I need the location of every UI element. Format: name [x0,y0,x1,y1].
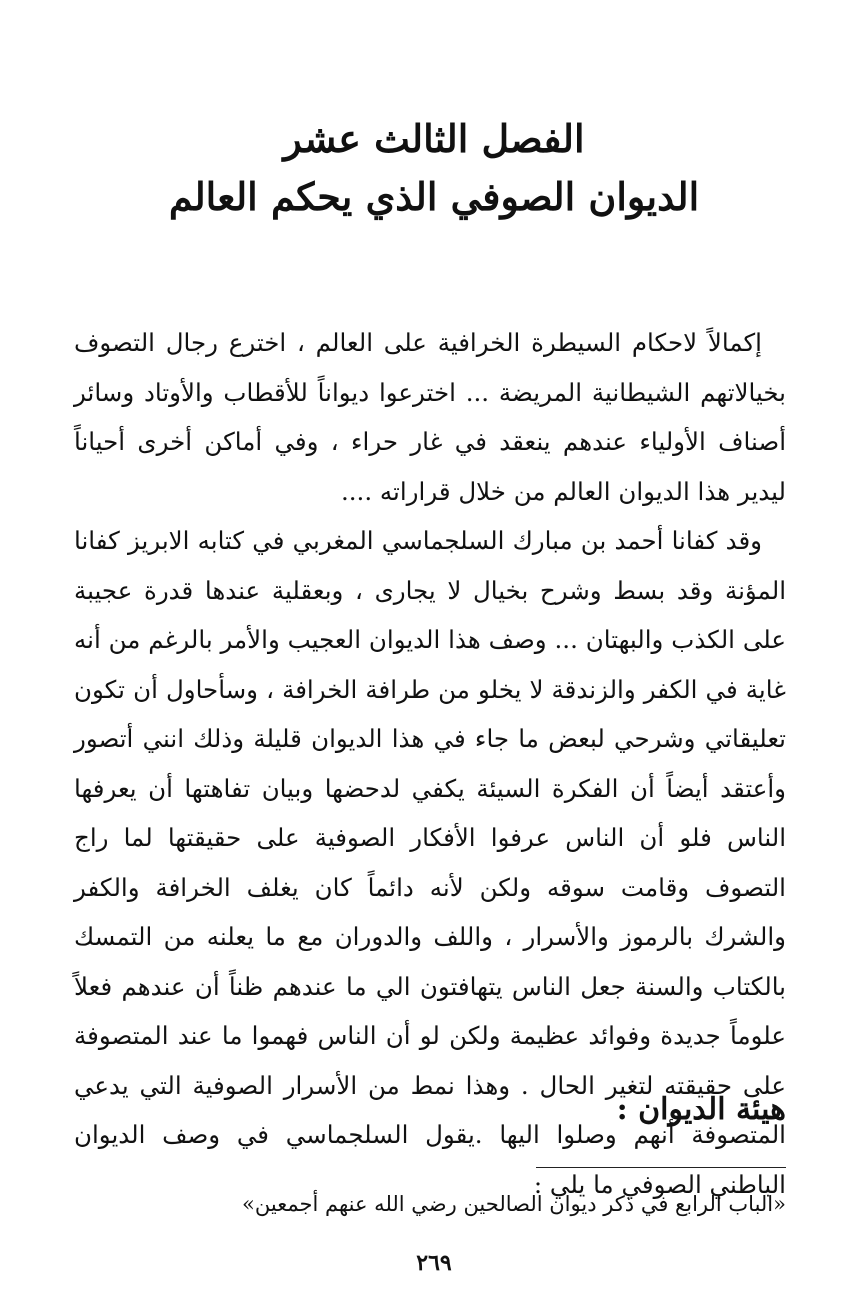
section-heading: هيئة الديوان : [616,1092,786,1127]
footnote-divider [536,1167,786,1168]
paragraph-intro: إكمالاً لاحكام السيطرة الخرافية على العالم ، اخترع رجال التصوف بخيالاتهم الشيطانية المريضة ... اخترعوا ديواناً للأقطاب والأوتاد وسائر أصناف الأولياء عندهم ينعقد في غار حراء ، وفي أماكن أخرى أحياناً ليدير هذا الديوان العالم من خلال قراراته .... [74,328,786,506]
body-text [74,318,786,1209]
paragraph-main: وقد كفانا أحمد بن مبارك السلجماسي المغربي في كتابه الابريز كفانا المؤنة وقد بسط وشرح بخيال لا يجارى ، وبعقلية عندها قدرة عجيبة على الكذب والبهتان ... وصف هذا الديوان العجيب والأمر بالرغم من أنه غاية في الكفر والزندقة لا يخلو من طرافة الخرافة ، وسأحاول أن تكون تعليقاتي وشرحي لبعض ما جاء في هذا الديوان قليلة وذلك انني أتصور وأعتقد أيضاً أن الفكرة السيئة يكفي لدحضها وبيان تفاهتها أن يعرفها الناس فلو أن الناس عرفوا الأفكار الصوفية على حقيقتها لما راج التصوف وقامت سوقه ولكن لأنه دائماً كان يغلف الخرافة والكفر والشرك بالرموز والأسرار ، واللف والدوران مع ما يعلنه من التمسك بالكتاب والسنة جعل الناس يتهافتون الي ما عندهم ظناً أن عندهم فعلاً علوماً جديدة وفوائد عظيمة ولكن لو أن الناس فهموا ما عند المتصوفة على حقيقته لتغير الحال . وهذا نمط من الأسرار الصوفية التي يدعي المتصوفة أنهم وصلوا اليها .يقول السلجماسي في وصف الديوان الباطني الصوفي ما يلي : [74,526,786,1199]
chapter-subtitle: الديوان الصوفي الذي يحكم العالم [168,174,700,219]
page-number: ٢٦٩ [416,1250,452,1276]
footnote: «الباب الرابع في ذكر ديوان الصالحين رضي الله عنهم أجمعين» [242,1192,786,1216]
chapter-title: الفصل الثالث عشر [283,116,585,161]
